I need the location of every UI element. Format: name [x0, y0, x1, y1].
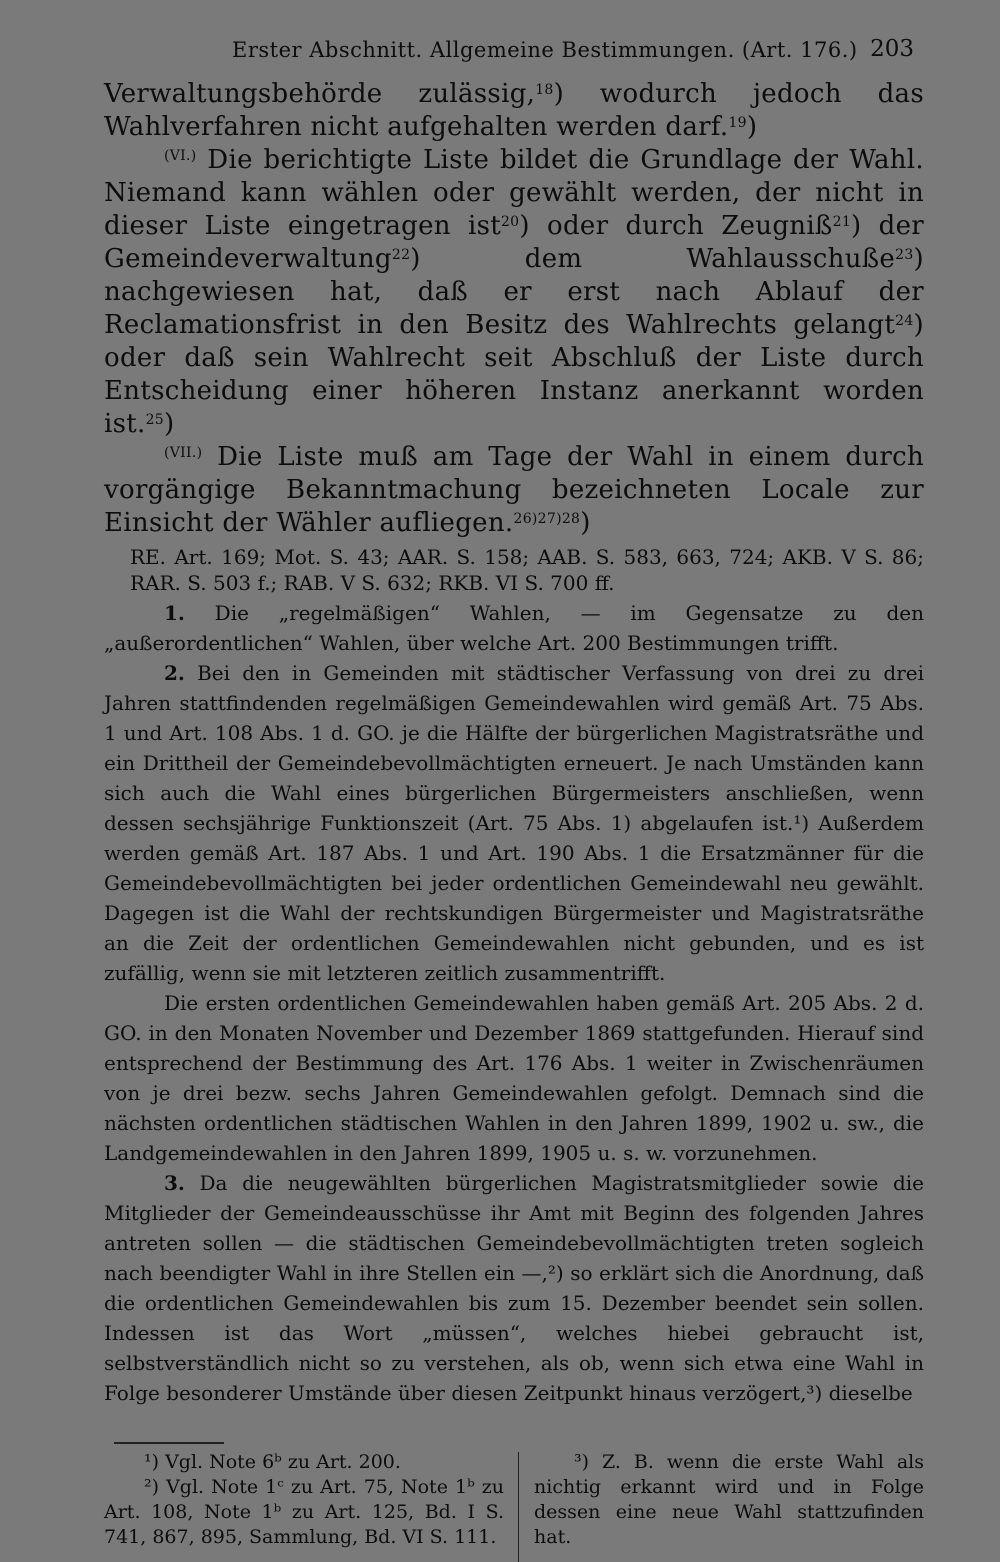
paragraph-number: (VII.)	[164, 445, 203, 461]
footnote-ref: 21	[832, 214, 852, 230]
footnote-ref: 24	[895, 313, 914, 329]
note-2-continued: Die ersten ordentlichen Gemeindewahlen haben gemäß Art. 205 Abs. 2 d. GO. in den Monaten November und Dezember 1869 stattgefunden. Hierauf sind entsprechend der Bestimmung des Art. 176 Abs. 1 weiter in Zwischenräumen von je drei bezw. sechs Jahren Gemeindewahlen gefolgt. Demnach sind die nächsten ordentlichen städtischen Wahlen in den Jahren 1899, 1902 u. sw., die Landgemeindewahlen in den Jahren 1899, 1905 u. s. w. vorzunehmen.	[104, 991, 924, 1165]
footnote-ref: 25	[145, 412, 164, 428]
paragraph-number: (VI.)	[164, 148, 197, 164]
note-3: 3. Da die neugewählten bürgerlichen Magistratsmitglieder sowie die Mitglieder der Gemeindeausschüsse ihr Amt mit Beginn des folgenden Jahres antreten sollen — die städtischen Gemeindebevollmächtigten treten sogleich nach beendigter Wahl in ihre Stellen ein —,²) so erklärt sich die Anordnung, daß die ordentlichen Gemeindewahlen bis zum 15. Dezember beendet sein sollen. Indessen ist das Wort „müssen“, welches hiebei gebraucht ist, selbstverständlich nicht so zu verstehen, als ob, wenn sich etwa eine Wahl in Folge besonderer Umstände über diesen Zeitpunkt hinaus verzögert,³) dieselbe	[104, 1171, 924, 1405]
page-number: 203	[870, 36, 914, 62]
footnote-ref: 26)27)28	[513, 511, 581, 527]
references: RE. Art. 169; Mot. S. 43; AAR. S. 158; AAB. S. 583, 663, 724; AKB. V S. 86; RAR. S. 503 f.; RAB. V S. 632; RKB. VI S. 700 ff.	[130, 545, 924, 595]
footnote-column-right	[534, 1450, 924, 1550]
paragraph-continuation: Verwaltungsbehörde zulässig,$^{18}$) wodurch jedoch das Wahlverfahren nicht aufgehalten werden darf.$^{19}$)	[104, 79, 924, 142]
footnote-ref: 23	[895, 247, 914, 263]
footnote-ref: 22	[391, 247, 411, 263]
footnote-1: ¹) Vgl. Note 6ᵇ zu Art. 200.	[144, 1451, 401, 1473]
page-header	[104, 30, 924, 78]
footnote-2: ²) Vgl. Note 1ᶜ zu Art. 75, Note 1ᵇ zu Art. 108, Note 1ᵇ zu Art. 125, Bd. I S. 741, 867, 895, Sammlung, Bd. VI S. 111.	[104, 1476, 504, 1548]
footnote-ref: 18	[535, 82, 554, 98]
footnote-ref: 20	[500, 214, 520, 230]
paragraph-vii: $^{(VII.)}$ Die Liste muß am Tage der Wahl in einem durch vorgängige Bekanntmachung bezeichneten Locale zur Einsicht der Wähler aufliegen.$^{26)27)28}$)	[104, 442, 924, 538]
footnote-separator	[114, 1442, 224, 1444]
book-page	[104, 30, 924, 1548]
footnote-3: ³) Z. B. wenn die erste Wahl als nichtig erkannt wird und in Folge dessen eine neue Wahl stattzufinden hat.	[534, 1451, 924, 1548]
note-2: 2. Bei den in Gemeinden mit städtischer Verfassung von drei zu drei Jahren stattfindenden regelmäßigen Gemeindewahlen wird gemäß Art. 75 Abs. 1 und Art. 108 Abs. 1 d. GO. je die Hälfte der bürgerlichen Magistratsräthe und ein Drittheil der Gemeindebevollmächtigten erneuert. Je nach Umständen kann sich auch die Wahl eines bürgerlichen Bürgermeisters anschließen, wenn dessen sechsjährige Funktionszeit (Art. 75 Abs. 1) abgelaufen ist.¹) Außerdem werden gemäß Art. 187 Abs. 1 und Art. 190 Abs. 1 die Ersatzmänner für die Gemeindebevollmächtigten bei jeder ordentlichen Gemeindewahl neu gewählt. Dagegen ist die Wahl der rechtskundigen Bürgermeister und Magistratsräthe an die Zeit der ordentlichen Gemeindewahlen nicht gebunden, und es ist zufällig, wenn sie mit letzteren zeitlich zusammentrifft.	[104, 661, 924, 985]
paragraph-vi: $^{(VI.)}$ Die berichtigte Liste bildet die Grundlage der Wahl. Niemand kann wählen oder gewählt werden, der nicht in dieser Liste eingetragen ist$^{20}$) oder durch Zeugniß$^{21}$) der Gemeindeverwaltung$^{22}$) dem Wahlausschuße$^{23}$) nachgewiesen hat, daß er erst nach Ablauf der Reclamationsfrist in den Besitz des Wahlrechts gelangt$^{24}$) oder daß sein Wahlrecht seit Abschluß der Liste durch Entscheidung einer höheren Instanz anerkannt worden ist.$^{25}$)	[104, 145, 924, 439]
commentary-notes	[104, 598, 924, 1408]
note-1: 1. Die „regelmäßigen“ Wahlen, — im Gegensatze zu den „außerordentlichen“ Wahlen, über welche Art. 200 Bestimmungen trifft.	[104, 601, 924, 655]
column-divider	[518, 1452, 519, 1562]
footnote-ref: 19	[728, 115, 747, 131]
running-title: Erster Abschnitt. Allgemeine Bestimmungen. (Art. 176.)	[232, 38, 858, 62]
main-text	[104, 78, 924, 540]
footnote-column-left	[104, 1450, 504, 1550]
